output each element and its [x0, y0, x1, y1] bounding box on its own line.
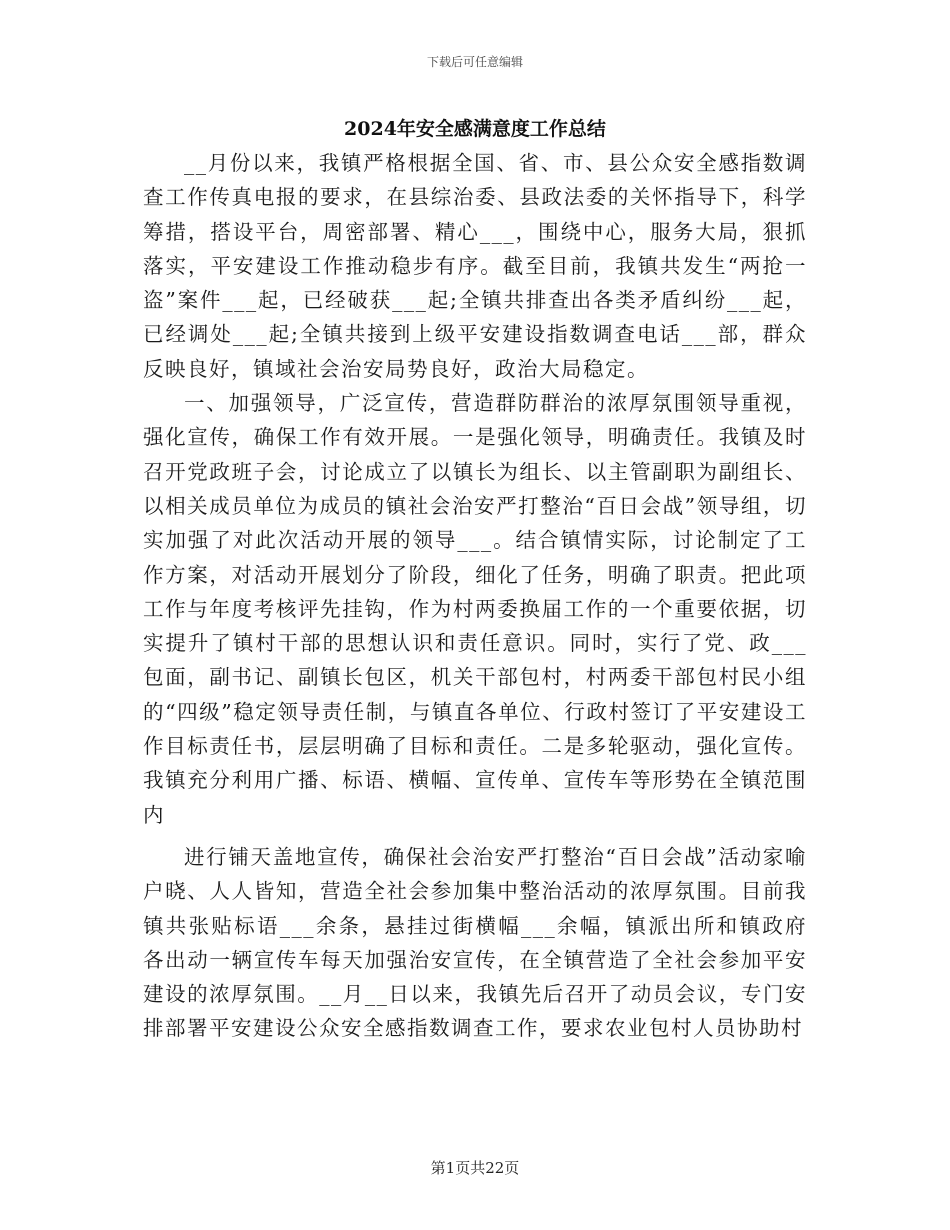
page-number: 第1页共22页 [430, 1159, 520, 1177]
document-title: 2024年安全感满意度工作总结 [344, 118, 606, 140]
paragraph-2: 一、加强领导，广泛宣传，营造群防群治的浓厚氛围领导重视，强化宣传，确保工作有效开展。一是强化领导，明确责任。我镇及时召开党政班子会，讨论成立了以镇长为组长、以主管副职为副组长、以相关成员单位为成员的镇社会治安严打整治“百日会战”领导组，切实加强了对此次活动开展的领导___。结合镇情实际，讨论制定了工作方案，对活动开展划分了阶段，细化了任务，明确了职责。把此项工作与年度考核评先挂钩，作为村两委换届工作的一个重要依据，切实提升了镇村干部的思想认识和责任意识。同时，实行了党、政___包面，副书记、副镇长包区，机关干部包村，村两委干部包村民小组的“四级”稳定领导责任制，与镇直各单位、行政村签订了平安建设工作目标责任书，层层明确了目标和责任。二是多轮驱动，强化宣传。我镇充分利用广播、标语、横幅、宣传单、宣传车等形势在全镇范围内 [143, 391, 807, 827]
paragraph-3: 进行铺天盖地宣传，确保社会治安严打整治“百日会战”活动家喻户晓、人人皆知，营造全社会参加集中整治活动的浓厚氛围。目前我镇共张贴标语___余条，悬挂过街横幅___余幅，镇派出所和镇政府各出动一辆宣传车每天加强治安宣传，在全镇营造了全社会参加平安建设的浓厚氛围。__月__日以来，我镇先后召开了动员会议，专门安排部署平安建设公众安全感指数调查工作，要求农业包村人员协助村 [143, 844, 807, 1041]
header-note: 下载后可任意编辑 [426, 55, 523, 69]
paragraph-1: __月份以来，我镇严格根据全国、省、市、县公众安全感指数调查工作传真电报的要求，在县综治委、县政法委的关怀指导下，科学筹措，搭设平台，周密部署、精心___，围绕中心，服务大局，狠抓落实，平安建设工作推动稳步有序。截至目前，我镇共发生“两抢一盗”案件___起，已经破获___起;全镇共排查出各类矛盾纠纷___起，已经调处___起;全镇共接到上级平安建设指数调查电话___部，群众反映良好，镇域社会治安局势良好，政治大局稳定。 [143, 151, 807, 381]
document-body [143, 146, 807, 1046]
